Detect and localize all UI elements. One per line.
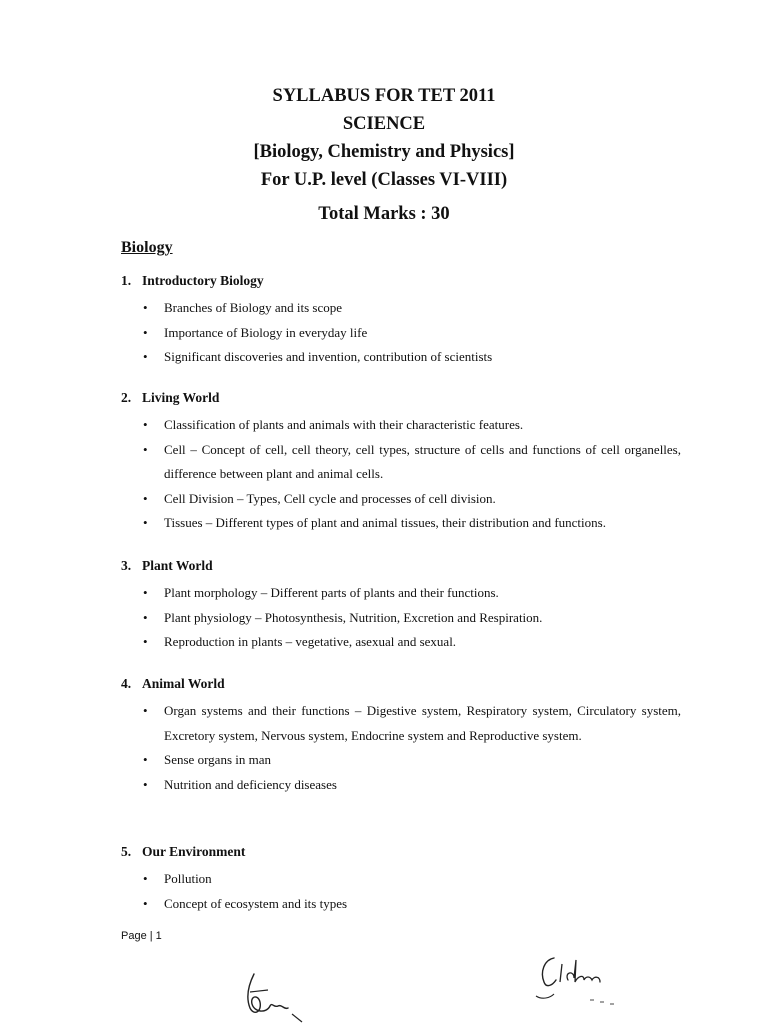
- section-title: Introductory Biology: [142, 273, 264, 288]
- list-item: • Cell – Concept of cell, cell theory, cell types, structure of cells and functions of cell organelles, difference between plant and animal cells.: [121, 438, 681, 487]
- list-item: • Sense organs in man: [121, 748, 681, 773]
- section-number: 5.: [121, 844, 132, 859]
- list-item: • Significant discoveries and invention, contribution of scientists: [121, 345, 681, 370]
- list-item: • Classification of plants and animals with their characteristic features.: [121, 413, 681, 438]
- section-living-world: [121, 389, 681, 536]
- section-number: 1.: [121, 273, 132, 288]
- syllabus-title: SYLLABUS FOR TET 2011: [272, 86, 496, 106]
- list-item: • Plant physiology – Photosynthesis, Nutrition, Excretion and Respiration.: [121, 606, 681, 631]
- section-title: Our Environment: [142, 844, 246, 859]
- section-title: Plant World: [142, 558, 213, 573]
- section-title: Animal World: [142, 676, 225, 691]
- section-introductory-biology: [121, 272, 681, 370]
- list-item: • Importance of Biology in everyday life: [121, 321, 681, 346]
- list-item: • Organ systems and their functions – Digestive system, Respiratory system, Circulatory system, Excretory system, Nervous system, Endocrine system and Reproductive system.: [121, 699, 681, 748]
- section-our-environment: [121, 843, 681, 916]
- subjects-subtitle: [Biology, Chemistry and Physics]: [253, 142, 515, 162]
- page-number: Page | 1: [121, 930, 162, 942]
- section-number: 2.: [121, 390, 132, 405]
- section-number: 4.: [121, 676, 132, 691]
- level-subtitle: For U.P. level (Classes VI-VIII): [260, 170, 508, 190]
- total-marks: Total Marks : 30: [318, 204, 450, 224]
- signature-left-icon: [240, 968, 320, 1024]
- list-item: • Cell Division – Types, Cell cycle and processes of cell division.: [121, 487, 681, 512]
- list-item: • Nutrition and deficiency diseases: [121, 773, 681, 798]
- subject-heading: Biology: [121, 239, 173, 256]
- section-title: Living World: [142, 390, 220, 405]
- list-item: • Reproduction in plants – vegetative, asexual and sexual.: [121, 630, 681, 655]
- list-item: • Pollution: [121, 867, 681, 892]
- section-number: 3.: [121, 558, 132, 573]
- list-item: • Branches of Biology and its scope: [121, 296, 681, 321]
- list-item: • Concept of ecosystem and its types: [121, 892, 681, 917]
- section-animal-world: [121, 675, 681, 797]
- list-item: • Tissues – Different types of plant and animal tissues, their distribution and functions.: [121, 511, 681, 536]
- signature-right-icon: [530, 950, 650, 1010]
- science-title: SCIENCE: [342, 114, 426, 134]
- list-item: • Plant morphology – Different parts of plants and their functions.: [121, 581, 681, 606]
- section-plant-world: [121, 557, 681, 655]
- document-header: [0, 82, 768, 194]
